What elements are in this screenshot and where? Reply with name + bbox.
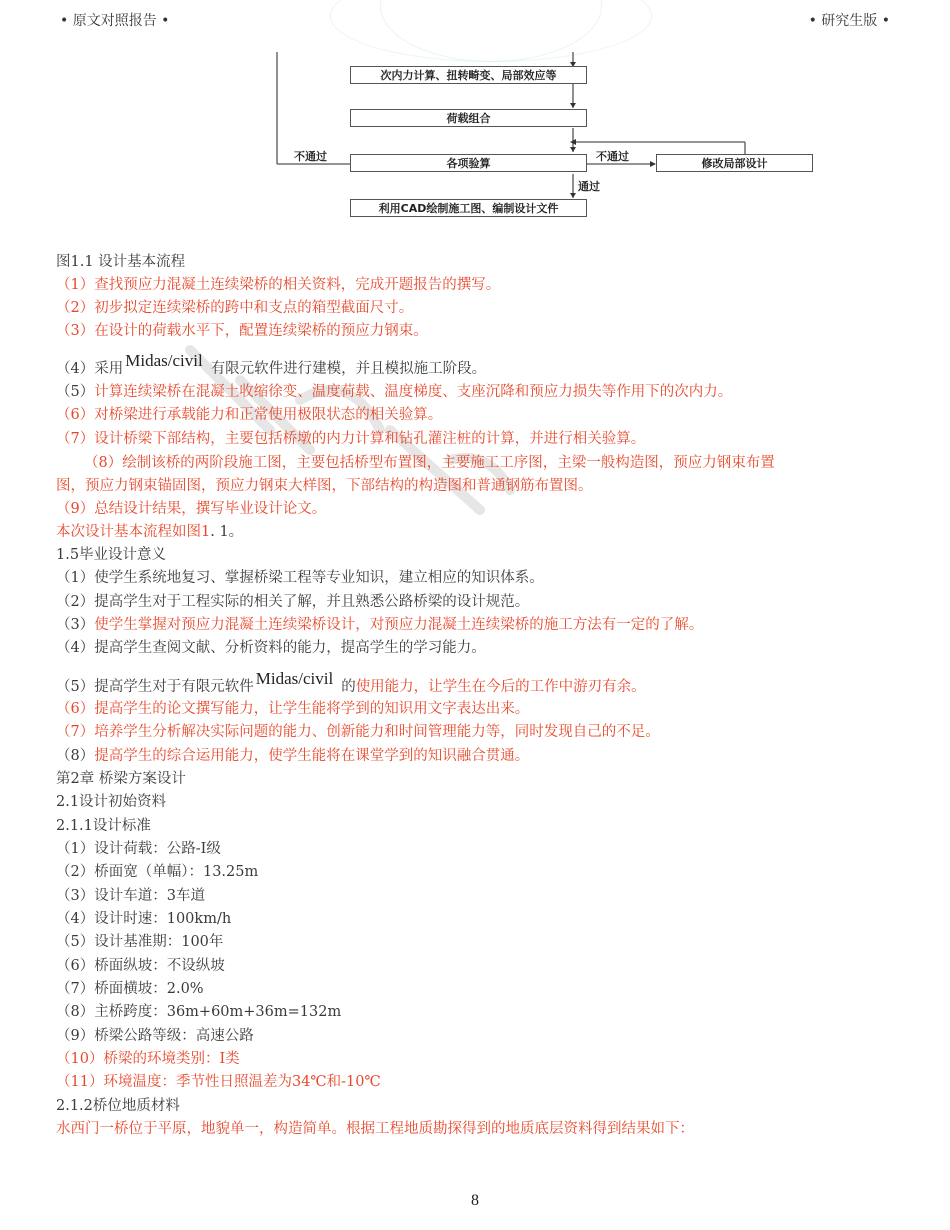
standard-7 (56, 979, 204, 999)
significance-3 (56, 615, 703, 635)
step-label: （2） (56, 300, 95, 316)
item-text: 桥面纵坡：不设纵坡 (94, 958, 225, 974)
significance-7 (56, 722, 660, 742)
significance-8 (56, 746, 529, 766)
item-label: （7） (56, 724, 95, 740)
item-text: 桥面横坡：2.0% (94, 981, 204, 997)
step-text: 查找预应力混凝土连续梁桥的相关资料，完成开题报告的撰写。 (94, 277, 501, 293)
step-text: 对桥梁进行承载能力和正常使用极限状态的相关验算。 (94, 407, 443, 423)
flow-label-pass: 通过 (578, 180, 600, 193)
step-label: （8） (84, 455, 123, 471)
item-text: 使学生系统地复习、掌握桥梁工程等专业知识，建立相应的知识体系。 (94, 570, 544, 586)
step-text: 有限元软件进行建模，并且模拟施工阶段。 (210, 361, 487, 377)
flow-label-fail-left: 不通过 (294, 150, 327, 163)
step-text-pre: 采用 (94, 361, 124, 377)
flow-step-secondary-forces: 次内力计算、扭转畸变、局部效应等 (350, 66, 587, 84)
step-text: 绘制该桥的两阶段施工图，主要包括桥型布置图，主要施工工序图，主梁一般构造图，预应力钢束布置 (122, 455, 775, 471)
standard-8 (56, 1002, 341, 1022)
step-text: 在设计的荷载水平下，配置连续梁桥的预应力钢束。 (94, 323, 428, 339)
item-text: 桥面宽（单幅）：13.25m (94, 864, 259, 880)
step-6 (56, 405, 442, 425)
standard-9 (56, 1026, 254, 1046)
step-label: （5） (56, 384, 95, 400)
flow-label-fail-right: 不通过 (596, 150, 629, 163)
standard-6 (56, 956, 225, 976)
standard-11 (56, 1072, 381, 1092)
header-report-type: • 原文对照报告 • (60, 13, 170, 29)
significance-6 (56, 699, 529, 719)
step-9 (56, 499, 326, 519)
page-header (0, 8, 950, 32)
item-label: （4） (56, 640, 95, 656)
significance-1 (56, 568, 544, 588)
standard-5 (56, 932, 223, 952)
section-2-1-title: 2.1设计初始资料 (56, 794, 167, 810)
step-label: （6） (56, 407, 95, 423)
design-flowchart (270, 52, 830, 224)
item-text: 提高学生的论文撰写能力，让学生能将学到的知识用文字表达出来。 (94, 701, 530, 717)
item-text: 提高学生的综合运用能力，使学生能将在课堂学到的知识融合贯通。 (94, 748, 530, 764)
step-text: 总结设计结果，撰写毕业设计论文。 (94, 501, 327, 517)
flow-reference-text: 本次设计基本流程如图1 (56, 524, 211, 540)
flow-step-checks: 各项验算 (350, 154, 587, 172)
figure-caption: 图1.1 设计基本流程 (56, 254, 186, 270)
item-label: （9） (56, 1028, 95, 1044)
item-label: （2） (56, 864, 95, 880)
flow-reference (56, 522, 243, 542)
step-label: （4） (56, 361, 95, 377)
software-name: Midas/civil (255, 669, 334, 688)
step-2 (56, 298, 413, 318)
item-text: 桥梁的环境类别：I类 (103, 1051, 240, 1067)
item-label: （8） (56, 1004, 95, 1020)
step-5 (56, 382, 732, 402)
flow-step-load-combination: 荷载组合 (350, 109, 587, 127)
item-label: （3） (56, 617, 95, 633)
item-label: （11） (56, 1074, 104, 1090)
item-label: （2） (56, 594, 95, 610)
standard-4 (56, 909, 231, 929)
step-label: （7） (56, 431, 95, 447)
item-text: 提高学生查阅文献、分析资料的能力，提高学生的学习能力。 (94, 640, 486, 656)
item-text-pre: 提高学生对于有限元软件 (94, 679, 254, 695)
step-text: 计算连续梁桥在混凝土收缩徐变、温度荷载、温度梯度、支座沉降和预应力损失等作用下的次内力。 (94, 384, 733, 400)
page-number: 8 (471, 1192, 479, 1209)
item-text: 主桥跨度：36m+60m+36m=132m (94, 1004, 342, 1020)
step-label: （3） (56, 323, 95, 339)
section-1-5-title: 1.5毕业设计意义 (56, 547, 167, 563)
section-2-1-2-title: 2.1.2桥位地质材料 (56, 1098, 180, 1114)
standard-1 (56, 839, 221, 859)
item-label: （10） (56, 1051, 104, 1067)
flow-reference-suffix: . 1。 (210, 524, 244, 540)
item-text: 使用能力，让学生在今后的工作中游刃有余。 (355, 679, 646, 695)
item-label: （3） (56, 888, 95, 904)
header-edition: • 研究生版 • (808, 13, 890, 29)
item-label: （6） (56, 701, 95, 717)
item-text: 环境温度：季节性日照温差为34℃和-10℃ (103, 1074, 381, 1090)
significance-2 (56, 592, 529, 612)
step-3 (56, 321, 428, 341)
step-label: （1） (56, 277, 95, 293)
step-8-continued: 图，预应力钢束锚固图，预应力钢束大样图，下部结构的构造图和普通钢筋布置图。 (56, 478, 593, 494)
item-label: （8） (56, 748, 95, 764)
item-label: （4） (56, 911, 95, 927)
item-label: （7） (56, 981, 95, 997)
item-text: 使学生掌握对预应力混凝土连续梁桥设计，对预应力混凝土连续梁桥的施工方法有一定的了解。 (94, 617, 704, 633)
step-text: 设计桥梁下部结构，主要包括桥墩的内力计算和钻孔灌注桩的计算，并进行相关验算。 (94, 431, 646, 447)
chapter-2-title: 第2章 桥梁方案设计 (56, 771, 186, 787)
geology-paragraph: 水西门一桥位于平原，地貌单一，构造简单。根据工程地质勘探得到的地质底层资料得到结果如下： (56, 1121, 694, 1137)
item-text: 桥梁公路等级：高速公路 (94, 1028, 254, 1044)
standard-2 (56, 862, 258, 882)
step-1 (56, 275, 500, 295)
item-label: （1） (56, 570, 95, 586)
item-label: （5） (56, 934, 95, 950)
significance-4 (56, 638, 486, 658)
item-label: （1） (56, 841, 95, 857)
item-label: （5） (56, 679, 95, 695)
standard-10 (56, 1049, 240, 1069)
item-text: 设计车道：3车道 (94, 888, 205, 904)
step-4 (56, 351, 487, 379)
flow-step-modify-design: 修改局部设计 (656, 154, 813, 172)
step-7 (56, 429, 645, 449)
item-text: 培养学生分析解决实际问题的能力、创新能力和时间管理能力等，同时发现自己的不足。 (94, 724, 660, 740)
step-label: （9） (56, 501, 95, 517)
step-text: 初步拟定连续梁桥的跨中和支点的箱型截面尺寸。 (94, 300, 414, 316)
item-text: 提高学生对于工程实际的相关了解，并且熟悉公路桥梁的设计规范。 (94, 594, 530, 610)
item-text-mid: 的 (341, 679, 356, 695)
item-text: 设计时速：100km/h (94, 911, 232, 927)
standard-3 (56, 886, 205, 906)
flow-step-cad-drawings: 利用CAD绘制施工图、编制设计文件 (350, 199, 587, 217)
item-text: 设计基准期：100年 (94, 934, 224, 950)
significance-5 (56, 669, 646, 697)
item-label: （6） (56, 958, 95, 974)
item-text: 设计荷载：公路-I级 (94, 841, 221, 857)
software-name: Midas/civil (125, 351, 203, 370)
section-2-1-1-title: 2.1.1设计标准 (56, 818, 151, 834)
step-8 (84, 453, 775, 473)
